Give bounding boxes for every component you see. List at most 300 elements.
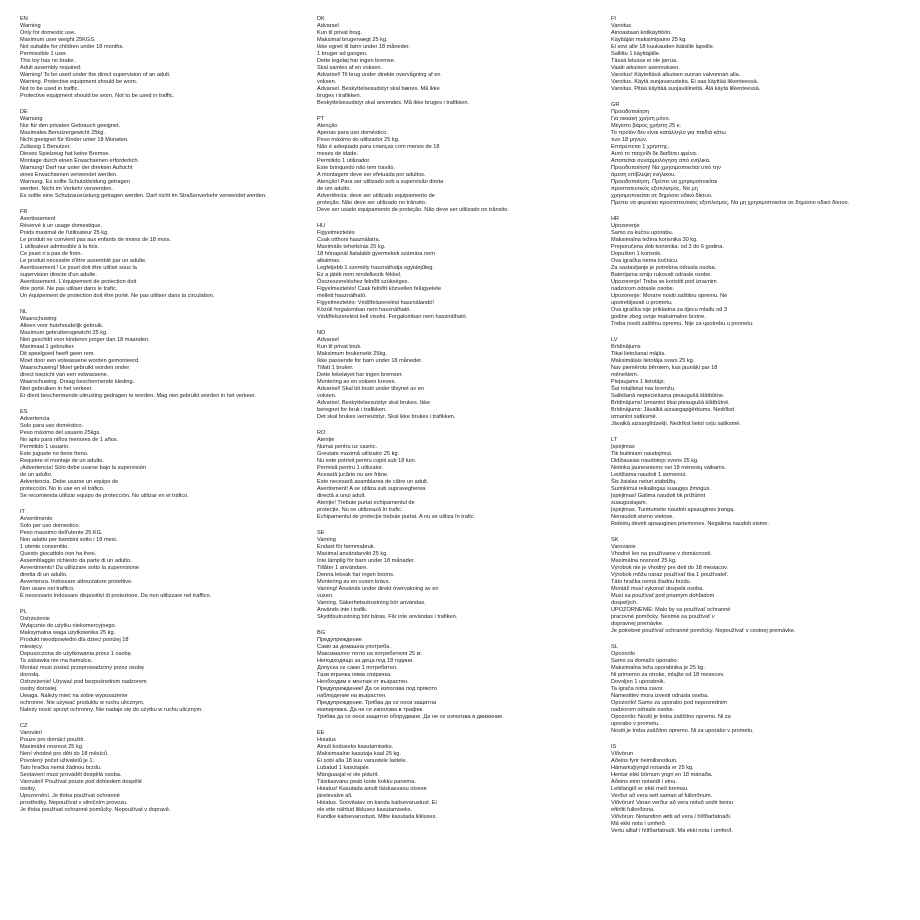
- warning-heading: Brīdinājums: [611, 344, 641, 350]
- warning-line: Dette leketøyet har ingen bremser.: [317, 372, 403, 378]
- warning-line: Poids maximal de l'utilisateur 25 kg.: [20, 230, 109, 236]
- warning-line: prostředky. Nepoužívat v silničním provozu.: [20, 800, 128, 806]
- warning-line: beregnet for bruk i trafikken.: [317, 407, 387, 413]
- warning-heading: Viðvörun: [611, 751, 633, 757]
- language-code: SL: [611, 644, 618, 650]
- warning-line: Ta igrača nima zavor.: [611, 686, 664, 692]
- warning-line: Hentar ekki börnum yngri en 18 mánaða.: [611, 772, 713, 778]
- warning-line: προστατευτικός εξοπλισμός. Να μη: [611, 186, 698, 192]
- warning-line: dorosłą.: [20, 672, 40, 678]
- warning-line: 18 hónapnál fiatalabb gyermekek számára nem: [317, 251, 435, 257]
- warning-line: Допуска се само 1 потребител.: [317, 665, 398, 671]
- warning-line: meses de idade.: [317, 151, 359, 157]
- warning-heading: Warning: [20, 23, 41, 29]
- warning-line: Dette legetøj har ingen bremse.: [317, 58, 396, 64]
- language-block-es: [20, 409, 300, 500]
- warning-line: Má ekki nota í umferð.: [611, 821, 667, 827]
- language-code: CZ: [20, 723, 28, 729]
- warning-line: osoby.: [20, 786, 37, 792]
- warning-line: Peso máximo do utilizador 25 kg.: [317, 137, 400, 143]
- warning-line: Peso máximo del usuario 25kgs.: [20, 430, 101, 436]
- warning-line: Warnung. Es sollte Schutzkleidung getragen: [20, 179, 130, 185]
- language-block-ro: [317, 430, 597, 521]
- warning-line: Skal samles af en voksen.: [317, 65, 382, 71]
- language-block-cz: [20, 723, 300, 814]
- warning-line: Avertissement. L'équipement de protection doit: [20, 279, 137, 285]
- warning-line: Dieses Spielzeug hat keine Bremse.: [20, 151, 110, 157]
- language-code: PL: [20, 609, 27, 615]
- warning-line: Tato hračka nemá žádnou brzdu.: [20, 765, 102, 771]
- warning-line: UPOZORNENIE: Malo by sa používať ochranné: [611, 607, 731, 613]
- warning-line: Niet gebruiken in het verkeer.: [20, 386, 93, 392]
- warning-heading: Varoitus: [611, 23, 632, 29]
- warning-line: Sestavení musí provádět dospělá osoba.: [20, 772, 122, 778]
- warning-line: Advarsel. Beskyttelsesudstyr skal bæres. Må ikke: [317, 86, 440, 92]
- warning-line: Maximal användarvikt 25 kg.: [317, 551, 388, 557]
- warning-line: Kun til privat brug.: [317, 30, 363, 36]
- warning-line: Maksimaalne kasutaja kaal 25 kg.: [317, 751, 401, 757]
- warning-line: Aðeins fyrir heimilisnotkun.: [611, 758, 678, 764]
- language-code: SK: [611, 537, 619, 543]
- warning-line: Nav piemērots bērniem, kas jaunāki par 18: [611, 365, 718, 371]
- warning-line: diretta di un adulto.: [20, 572, 68, 578]
- warning-line: Täiskasvanu peab toote kokku panema.: [317, 779, 416, 785]
- warning-line: Permisă pentru 1 utilizator.: [317, 465, 384, 471]
- warning-line: Advertencia. Debe usarse un equipo de: [20, 479, 119, 485]
- warning-line: eines Erwachsenen verwendet werden.: [20, 172, 118, 178]
- warning-line: Ova igračka nema kočnicu.: [611, 258, 679, 264]
- warning-line: Numai pentru uz casnic.: [317, 444, 378, 450]
- warning-line: Avvertenza. Indossare attrezzature protettive.: [20, 579, 133, 585]
- warning-line: Upozorenje! Treba se koristiti pod izravnim: [611, 279, 717, 285]
- warning-line: Non usare nel traffico.: [20, 586, 75, 592]
- warning-line: Το προϊόν δεν είναι κατάλληλο για παιδιά κάτω: [611, 130, 726, 136]
- warning-heading: Предупреждение: [317, 637, 362, 643]
- warning-line: Montáž musí vykonať dospelá osoba.: [611, 586, 704, 592]
- language-code: NL: [20, 309, 28, 315]
- warning-line: nadzorom odrasle osobe.: [611, 286, 675, 292]
- warning-line: Ainult koduseks kasutamiseks.: [317, 744, 394, 750]
- warning-line: Surinkimui reikalingas suaugęs žmogus.: [611, 486, 711, 492]
- warning-line: dospelých.: [611, 600, 638, 606]
- warning-line: Käyttäjän maksimipaino 25 kg.: [611, 37, 687, 43]
- warning-heading: Figyelmeztetés: [317, 230, 355, 236]
- language-block-sk: [611, 537, 901, 635]
- warning-line: Varoitus. Käytä suojavarusteita. Ei saa käyttää liikenteessä.: [611, 79, 759, 85]
- warning-heading: Atenție: [317, 437, 335, 443]
- language-block-hu: [317, 223, 597, 321]
- warning-line: eftirliti fullorðinna.: [611, 807, 655, 813]
- warning-line: Tillåter 1 användare.: [317, 565, 368, 571]
- warning-heading: Προειδοποίηση: [611, 109, 650, 115]
- language-code: PT: [317, 116, 325, 122]
- warning-line: Advarsel! Til brug under direkte overvågning af en: [317, 72, 441, 78]
- warning-line: This toy has no brake.: [20, 58, 76, 64]
- warning-line: Предупреждение. Трябва да се носи защитна: [317, 700, 437, 706]
- warning-line: Maximum user weight 25KGS.: [20, 37, 96, 43]
- warning-heading: Ostrzeżenie: [20, 616, 50, 622]
- warning-line: Apenas para uso doméstico.: [317, 130, 388, 136]
- warning-line: Warnung! Darf nur unter der direkten Aufsicht: [20, 165, 133, 171]
- warning-line: Ta zabawka nie ma hamulca.: [20, 658, 93, 664]
- warning-line: Неподходящо за деца под 18 години.: [317, 658, 414, 664]
- warning-line: Not suitable for children under 18 months.: [20, 44, 124, 50]
- warning-line: Προειδοποίηση. Πρέπει να χρησιμοποιείται: [611, 179, 718, 185]
- warning-line: Maximális teherbírás 25 kg.: [317, 244, 386, 250]
- warning-heading: Varování: [20, 730, 42, 736]
- warning-line: Viðvörun: Notandinn ætti að vera í hlífðarfatnaði.: [611, 814, 732, 820]
- warning-line: Används inte i trafik.: [317, 607, 368, 613]
- warning-line: Необходим е монтаж от възрастен.: [317, 679, 409, 685]
- warning-line: Tillatt 1 bruker.: [317, 365, 354, 371]
- warning-line: Maksimal brugervægt 25 kg.: [317, 37, 388, 43]
- language-code: IT: [20, 509, 25, 515]
- language-code: BG: [317, 630, 326, 636]
- warning-line: Ainoastaan kotikäyttöön.: [611, 30, 672, 36]
- language-code: EE: [317, 730, 325, 736]
- language-block-it: [20, 509, 300, 600]
- warning-line: Assemblaggio richiesto da parte di un adulto.: [20, 558, 132, 564]
- warning-line: Uwaga. Należy mieć na sobie wyposażenie: [20, 693, 128, 699]
- warning-line: Varování! Používat pouze pod dohledem dospělé: [20, 779, 142, 785]
- warning-line: de um adulto.: [317, 186, 351, 192]
- warning-heading: Advarsel: [317, 337, 339, 343]
- warning-line: Peso massimo dell'utente 25 KG.: [20, 530, 103, 536]
- warning-line: protección. No lo use en el tráfico.: [20, 486, 105, 492]
- warning-line: Atenção! Para ser utilizado sob a supervisão direta: [317, 179, 444, 185]
- warning-heading: Warnung: [20, 116, 43, 122]
- warning-line: Само за домашна употреба.: [317, 644, 391, 650]
- warning-line: χρησιμοποιείται σε δημόσιο οδικό δίκτυο.: [611, 193, 713, 199]
- warning-line: directă a unui adult.: [317, 493, 366, 499]
- warning-line: Ez a játék nem rendelkezik fékkel.: [317, 272, 402, 278]
- warning-heading: Opozorilo: [611, 651, 635, 657]
- warning-line: Permitido 1 usuario.: [20, 444, 70, 450]
- warning-line: Pouze pro domácí použití.: [20, 737, 85, 743]
- warning-line: Este juguete no tiene freno.: [20, 451, 89, 457]
- warning-line: Endast för hemmabruk.: [317, 544, 376, 550]
- language-block-nl: [20, 309, 300, 400]
- warning-line: voksen.: [317, 393, 337, 399]
- warning-line: Protective equipment should be worn. Not to be used in traffic.: [20, 93, 175, 99]
- warning-line: Montage durch einen Erwachsenen erforderlich.: [20, 158, 140, 164]
- warning-line: Įspėjimas. Turėtumėte naudoti apsaugines įrangą.: [611, 507, 735, 513]
- warning-line: Για οικιακή χρήση μόνο.: [611, 116, 671, 122]
- language-block-dk: [317, 16, 597, 107]
- warning-line: Ei sovi alle 18 kuukauden ikäisille lapsille.: [611, 44, 715, 50]
- warning-line: Maximales Benutzergewicht 25kg.: [20, 130, 105, 136]
- language-block-is: [611, 744, 901, 835]
- warning-line: Figyelmeztetés! Csak felnőtt közvetlen felügyelete: [317, 286, 442, 292]
- warning-line: Only for domestic use.: [20, 30, 76, 36]
- warning-line: de un adulto.: [20, 472, 53, 478]
- warning-line: ole ette nähtud liikluses kasutamiseks.: [317, 807, 413, 813]
- warning-line: Waarschuwing. Draag beschermende kleding.: [20, 379, 135, 385]
- warning-line: järelevalve all.: [317, 793, 353, 799]
- warning-line: Opozorilo: Nositi je treba zaščitno opremo. Ni za: [611, 714, 731, 720]
- warning-line: Tässä lelussa ei ole jarrua.: [611, 58, 678, 64]
- language-block-bg: [317, 630, 597, 721]
- warning-line: werden. Nicht im Verkehr verwenden.: [20, 186, 113, 192]
- warning-line: Ova igračka nije prikladna za djecu mlađu od 3: [611, 307, 727, 313]
- warning-line: Le produit ne convient pas aux enfants de moins de 18 mois.: [20, 237, 171, 243]
- language-code: NO: [317, 330, 326, 336]
- warning-line: Upozornění. Je třeba používat ochranné: [20, 793, 120, 799]
- language-code: SE: [317, 530, 325, 536]
- warning-line: Povolený počet uživatelů je 1.: [20, 758, 95, 764]
- warning-line: 1 bruger ad gangen.: [317, 51, 368, 57]
- warning-line: dopravnej premávke.: [611, 621, 664, 627]
- warning-line: protecție. Nu se utilizează în trafic.: [317, 507, 403, 513]
- language-block-pl: [20, 609, 300, 714]
- warning-line: Közúti forgalomban nem használható.: [317, 307, 411, 313]
- warning-line: osoby dorosłej.: [20, 686, 58, 692]
- language-code: FR: [20, 209, 28, 215]
- warning-line: Vhodné len na používanie v domácnosti.: [611, 551, 712, 557]
- warning-line: Πρέπει να φοριέται προστατευτικός εξοπλισμός. Να μη χρησιμοποιείται σε δημόσιο οδικό δίκτυο.: [611, 200, 850, 206]
- warning-line: Avvertimento! Da utilizzare sotto la supervisione: [20, 565, 139, 571]
- warning-line: Wyłącznie do użytku niekomercyjnego.: [20, 623, 117, 629]
- warning-line: Figyelmeztetés: Védőfelszerelést használandó!: [317, 300, 434, 306]
- warning-line: Dopuszczona do użytkowania przez 1 osobę.: [20, 651, 133, 657]
- warning-heading: Hoiatus: [317, 737, 336, 743]
- warning-line: Kandke kaitsevarustust. Mitte kasutada liikluses.: [317, 814, 438, 820]
- warning-line: Advarsel. Beskyttelsesutstyr skal brukes. Ikke: [317, 400, 431, 406]
- warning-line: Un équipement de protection doit être porté. Ne pas utiliser dans la circulation.: [20, 293, 215, 299]
- warning-line: alkalmas.: [317, 258, 341, 264]
- warning-heading: Atenção: [317, 123, 338, 129]
- warning-line: Táto hračka nemá žiadnu brzdu.: [611, 579, 692, 585]
- warning-line: Įspėjimas! Galima naudoti tik prižiūrint: [611, 493, 706, 499]
- warning-line: Šis žaislas neturi stabdžių.: [611, 479, 677, 485]
- warning-line: suaugusiajam.: [611, 500, 648, 506]
- language-block-lv: [611, 337, 901, 428]
- warning-line: Warning. Protective equipment should be worn.: [20, 79, 138, 85]
- warning-line: mellett használható.: [317, 293, 367, 299]
- warning-line: ¡Advertencia! Sólo debe usarse bajo la supervisión: [20, 465, 146, 471]
- language-code: RO: [317, 430, 326, 436]
- warning-line: Er dient beschermende uitrusting gedragen te worden. Mag niet gebruikt worden in het verkeer.: [20, 393, 257, 399]
- language-block-lt: [611, 437, 901, 528]
- warning-line: Je potrebné používať ochranné pomôcky. Nepoužívať v cestnej premávke.: [611, 628, 796, 634]
- warning-line: nadzorom odrasle osebe.: [611, 707, 675, 713]
- warning-line: Este brinquedo não tem travão.: [317, 165, 396, 171]
- language-code: IS: [611, 744, 617, 750]
- warning-line: Αυτό το παιχνίδι δε διαθέτει φρένα.: [611, 151, 698, 157]
- warning-line: Montering av en voksen kreves.: [317, 379, 396, 385]
- language-block-sl: [611, 644, 901, 735]
- warning-line: Legfeljebb 1 személy használhatja egyidejűleg.: [317, 265, 434, 271]
- warning-line: Tikai lietošanai mājās.: [611, 351, 666, 357]
- warning-line: Beskyttelsesudstyr skal anvendes. Må ikke bruges i trafikken.: [317, 100, 470, 106]
- warning-line: Avertisment! A se utiliza sub supravegherea: [317, 486, 426, 492]
- warning-line: Varoitus! Käytettävä aikuisen suoran valvonnan alla.: [611, 72, 741, 78]
- warning-line: Za sastavljanje je potrebna odrasla osoba.: [611, 265, 717, 271]
- warning-line: екипировка. Да не се използва в трафик.: [317, 707, 424, 713]
- warning-heading: Varning: [317, 537, 336, 543]
- warning-line: Alleen voor huishoudelijk gebruik.: [20, 323, 104, 329]
- warning-line: Not to be used in traffic.: [20, 86, 79, 92]
- warning-line: uporabo v prometu.: [611, 721, 660, 727]
- warning-line: Maksimum brukervekt 25kg.: [317, 351, 387, 357]
- warning-line: Ni primerno za otroke, mlajše od 18 mesecev.: [611, 672, 725, 678]
- warning-line: Ostrzeżenie! Używać pod bezpośrednim nadzorem: [20, 679, 147, 685]
- warning-line: 1 utente consentito.: [20, 544, 69, 550]
- warning-line: Opozorilo! Samo za uporabo pod neposrednim: [611, 700, 727, 706]
- warning-line: Permissible 1 user.: [20, 51, 68, 57]
- warning-line: Jāvalkā aizsarglīdzekļi. Nedrīkst lietot ceļu satiksmē.: [611, 421, 741, 427]
- warning-line: Musí sa používať pod priamym dohľadom: [611, 593, 715, 599]
- language-code: DK: [317, 16, 325, 22]
- warning-line: Dopušten 1 korisnik.: [611, 251, 662, 257]
- warning-line: Je třeba používat ochranné pomůcky. Nepoužívat v dopravě.: [20, 807, 171, 813]
- language-block-hr: [611, 216, 901, 328]
- warning-line: Maksimalna teža uporabnika je 25 kg.: [611, 665, 705, 671]
- warning-line: upotrebljavati u prometu.: [611, 300, 673, 306]
- warning-line: Viðvörun! Varan verður að vera notuð undir beinu: [611, 800, 734, 806]
- language-code: HU: [317, 223, 326, 229]
- warning-line: Összeszereléshez felnőtt szükséges.: [317, 279, 410, 285]
- language-code: DE: [20, 109, 28, 115]
- warning-line: Επιτρέπεται 1 χρήστης.: [611, 144, 670, 150]
- warning-line: voksen.: [317, 79, 337, 85]
- language-code: EN: [20, 16, 28, 22]
- warning-line: Adult assembly required.: [20, 65, 82, 71]
- warning-line: Zulässig 1 Benutzer.: [20, 144, 71, 150]
- warning-line: Namestitev mora izvesti odrasla oseba.: [611, 693, 709, 699]
- warning-line: Максимално тегло на потребителя 25 кг.: [317, 651, 422, 657]
- warning-line: Nositi je treba zaščitno opremo. Ni za uporabo v prometu.: [611, 728, 754, 734]
- warning-line: Moet door een volwassene worden gemonteerd.: [20, 358, 140, 364]
- warning-line: Deve ser usado equipamento de proteção. Não deve ser utilizado no trânsito.: [317, 207, 509, 213]
- warning-line: Dit speelgoed heeft geen rem.: [20, 351, 95, 357]
- warning-line: Samo za domačo uporabo.: [611, 658, 679, 664]
- warning-line: godine zbog svoje maksimalne brzine.: [611, 314, 706, 320]
- language-block-no: [317, 330, 597, 421]
- warning-line: Preporučena dob korisnika: od 3 do 6 godina.: [611, 244, 724, 250]
- warning-line: Nicht geeignet für Kinder unter 18 Monaten.: [20, 137, 129, 143]
- warning-line: Solo para uso doméstico.: [20, 423, 84, 429]
- warning-line: Baterijama smiju rukovati odrasle osobe.: [611, 272, 712, 278]
- warning-line: direct toezicht van een volwassene.: [20, 372, 109, 378]
- warning-line: Není vhodné pro děti do 18 měsíců.: [20, 751, 109, 757]
- warning-line: pracovné pomôcky. Nesmie sa používať v: [611, 614, 715, 620]
- warning-heading: Įspėjimas: [611, 444, 635, 450]
- warning-line: Greutate maximă utilizator 25 kg.: [317, 451, 400, 457]
- warning-line: vuxen.: [317, 593, 334, 599]
- warning-line: Este necesară asamblarea de către un adult.: [317, 479, 429, 485]
- warning-line: Denna leksak har ingen broms.: [317, 572, 395, 578]
- language-code: HR: [611, 216, 620, 222]
- warning-line: Lubatud 1 kasutajale.: [317, 765, 371, 771]
- warning-line: Es sollte eine Schutzausrüstung getragen werden. Darf nicht im Straßenverkehr verwendet werden.: [20, 193, 267, 199]
- warning-line: Hoiatus! Kasutada ainult täiskasvanu otsese: [317, 786, 427, 792]
- warning-line: Ce jouet n'a pas de frein.: [20, 251, 83, 257]
- warning-line: Csak otthoni használatra.: [317, 237, 381, 243]
- language-block-gr: [611, 102, 901, 207]
- warning-line: A montagem deve ser efetuada por adultos.: [317, 172, 426, 178]
- warning-line: Tik buitiniam naudojimui.: [611, 451, 673, 457]
- warning-line: Hámarksþyngd notanda er 25 kg.: [611, 765, 694, 771]
- warning-line: Απαιτείται συναρμολόγηση από ενήλικα.: [611, 158, 711, 164]
- language-block-ee: [317, 730, 597, 821]
- warning-line: Védőfelszerelést kell viselni. Forgalomban nem használható.: [317, 314, 468, 320]
- warning-heading: Varovanie: [611, 544, 636, 550]
- warning-line: άμεση επίβλεψη ενήλικου.: [611, 172, 676, 178]
- warning-line: Non adatto per bambini sotto i 18 mesi.: [20, 537, 118, 543]
- warning-line: Atenție! Trebuie purtat echipamentul de: [317, 500, 415, 506]
- warning-line: των 18 μηνών.: [611, 137, 648, 143]
- warning-line: Varoitus. Pitää käyttää suojavälineitä. Älä käytä liikenteessä.: [611, 86, 761, 92]
- warning-line: Echipamentul de protecție trebuie purtat. A nu se utiliza în trafic.: [317, 514, 475, 520]
- column-right: [611, 16, 901, 844]
- warning-line: Nenaudoti eismo vietose.: [611, 514, 674, 520]
- warning-line: Leidžiama naudoti 1 asmeniui.: [611, 472, 687, 478]
- warning-line: Výrobok nie je vhodný pre deti do 18 mesiacov.: [611, 565, 729, 571]
- warning-line: Não é adequado para crianças com menos de 18: [317, 144, 440, 150]
- warning-line: Verður að vera sett saman af fullorðnum.: [611, 793, 713, 799]
- warning-line: mēnešiem.: [611, 372, 639, 378]
- column-left: [20, 16, 300, 823]
- warning-line: Avertissement ! Le jouet doit être utilisé sous la: [20, 265, 137, 271]
- warning-line: Maksimālais lietotāja svars 25 kg.: [611, 358, 695, 364]
- warning-line: Vaatii aikuisen asennuksen.: [611, 65, 680, 71]
- warning-line: Treba nositi zaštitnu opremu. Nije za upotrebu u prometu.: [611, 321, 754, 327]
- warning-heading: Upozorenje: [611, 223, 640, 229]
- language-block-de: [20, 109, 300, 200]
- warning-line: 1 utilisateur admissible à la fois.: [20, 244, 99, 250]
- language-block-fi: [611, 16, 901, 93]
- column-middle: [317, 16, 597, 830]
- warning-line: Montering av en vuxen krävs.: [317, 579, 391, 585]
- warning-line: bruges i trafikken.: [317, 93, 362, 99]
- warning-line: Skyddsutrustning bör bäras. Får inte användas i trafiken.: [317, 614, 458, 620]
- warning-line: Ikke passende for barn under 18 måneder.: [317, 358, 423, 364]
- warning-line: miesięcy.: [20, 644, 43, 650]
- warning-line: Maximálna nosnosť 25 kg.: [611, 558, 677, 564]
- language-code: FI: [611, 16, 616, 22]
- language-block-en: [20, 16, 300, 100]
- warning-line: Didžiausias naudotojo svoris 25 kg.: [611, 458, 699, 464]
- warning-line: Reikėtų dėvėti apsaugines priemones. Negalima naudoti eisme.: [611, 521, 769, 527]
- warning-line: No apto para niños menores de 1 años.: [20, 437, 119, 443]
- warning-line: Advertência: deve ser utilizado equipamento de: [317, 193, 435, 199]
- warning-line: Μέγιστο βάρος χρήστη 25 κ.: [611, 123, 682, 129]
- warning-line: Această jucărie nu are frâne.: [317, 472, 389, 478]
- warning-line: Brīdinājums! Izmantot tikai pieaugušā klātbūtnē.: [611, 400, 730, 406]
- warning-line: Výrobok môžu naraz používať iba 1 používateľ.: [611, 572, 729, 578]
- warning-line: наблюдение на възрастен.: [317, 693, 387, 699]
- warning-line: Ei sobi alla 18 kuu vanustele lastele.: [317, 758, 408, 764]
- warning-line: È necessario indossare dispositivi di protezione. Da non utilizzare nel traffico.: [20, 593, 212, 599]
- warning-line: Maksymalna waga użytkownika 25 kg.: [20, 630, 116, 636]
- warning-line: supervision directe d'un adulte.: [20, 272, 97, 278]
- warning-line: Solo per uso domestico.: [20, 523, 81, 529]
- warning-line: Inte lämplig för barn under 18 månader.: [317, 558, 415, 564]
- warning-line: ochronne. Nie używać produktu w ruchu ulicznym.: [20, 700, 145, 706]
- warning-line: Тази играчка няма спирачка.: [317, 672, 392, 678]
- language-block-fr: [20, 209, 300, 300]
- language-code: LT: [611, 437, 618, 443]
- warning-line: Vertu alltaf í hlífðarfatnaði. Má ekki nota í umferð.: [611, 828, 733, 834]
- language-code: GR: [611, 102, 620, 108]
- warning-line: Kun til privat bruk.: [317, 344, 362, 350]
- warning-line: Προειδοποίηση! Να χρησιμοποιείται υπό την: [611, 165, 721, 171]
- warning-line: Produkt nieodpowiedni dla dzieci poniżej 18: [20, 637, 129, 643]
- warning-line: Salikšanā nepieciešama pieaugušā klātbūtne.: [611, 393, 725, 399]
- warning-line: Hoiatus. Soovitatav on kanda kaitsevarustust. Ei: [317, 800, 437, 806]
- warning-line: proteção. Não deve ser utilizado no trânsito.: [317, 200, 427, 206]
